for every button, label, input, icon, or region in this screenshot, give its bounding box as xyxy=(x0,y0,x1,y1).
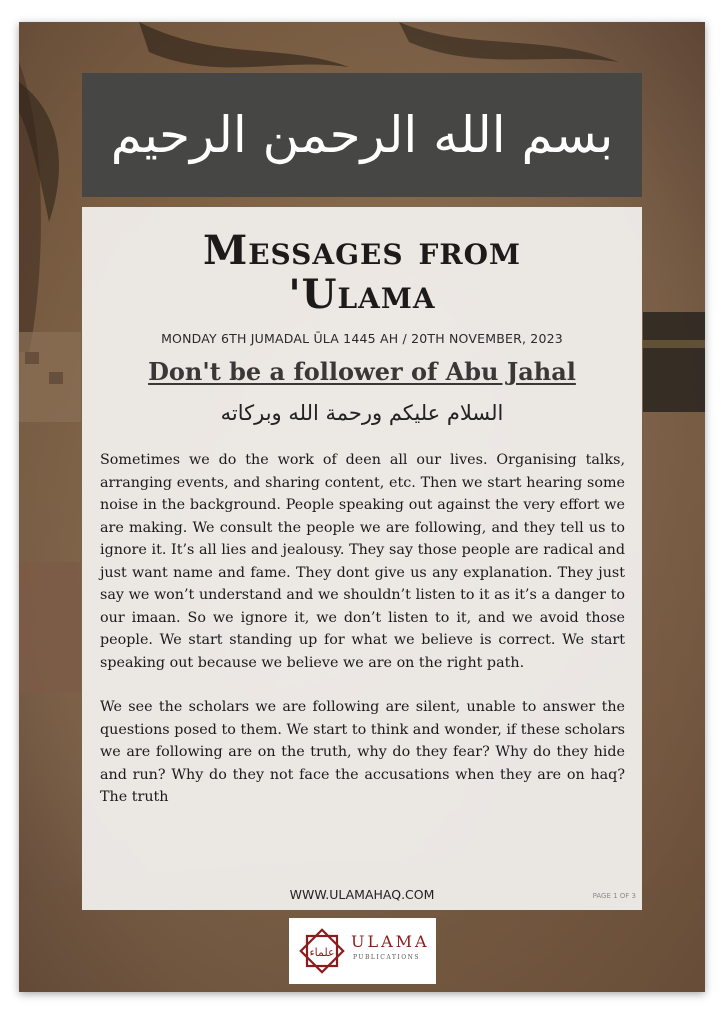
bismillah-banner xyxy=(82,73,642,197)
article-title: Don't be a follower of Abu Jahal xyxy=(148,357,576,386)
content-panel xyxy=(82,207,642,910)
date-line: MONDAY 6TH JUMADAL ŪLA 1445 AH / 20TH NOVEMBER, 2023 xyxy=(161,331,563,346)
logo-wordmark: ULAMA xyxy=(351,932,430,951)
flyer-page xyxy=(19,22,705,992)
article-body xyxy=(100,449,625,831)
page-number: PAGE 1 OF 3 xyxy=(592,892,636,900)
bismillah-calligraphy: بسم الله الرحمن الرحيم xyxy=(110,106,614,164)
publisher-logo xyxy=(289,918,436,984)
ulama-emblem-icon xyxy=(297,926,347,976)
masthead-line-2: 'Ulama xyxy=(288,271,436,318)
body-paragraph: Sometimes we do the work of deen all our lives. Organising talks, arranging events, and sharing content, etc. Then we start hearing some noise in the background. People speaking out against the very effort we are making. We consult the people we are following, and they tell us to ignore it. It’s all lies and jealousy. They say those people are radical and just want name and fame. They dont give us any explanation. They just say we won’t understand and we shouldn’t listen to it as it’s a danger to our imaan. So we ignore it, we don’t listen to it, and we avoid those people. We start standing up for what we believe is correct. We start speaking out because we believe we are on the right path. xyxy=(100,452,625,671)
masthead-title xyxy=(82,229,642,317)
website-link[interactable]: WWW.ULAMAHAQ.COM xyxy=(289,887,435,902)
salaam-greeting: السلام عليكم ورحمة الله وبركاته xyxy=(220,401,504,425)
logo-arabic: علماء xyxy=(309,946,335,959)
logo-subtitle: PUBLICATIONS xyxy=(353,954,420,961)
body-paragraph: We see the scholars we are following are silent, unable to answer the questions posed to them. We start to think and wonder, if these scholars we are following are on the truth, why do they fear? Why do they hide and run? Why do they not face the accusations when they are on haq? The truth xyxy=(100,699,625,805)
masthead-line-1: Messages from xyxy=(202,227,522,274)
